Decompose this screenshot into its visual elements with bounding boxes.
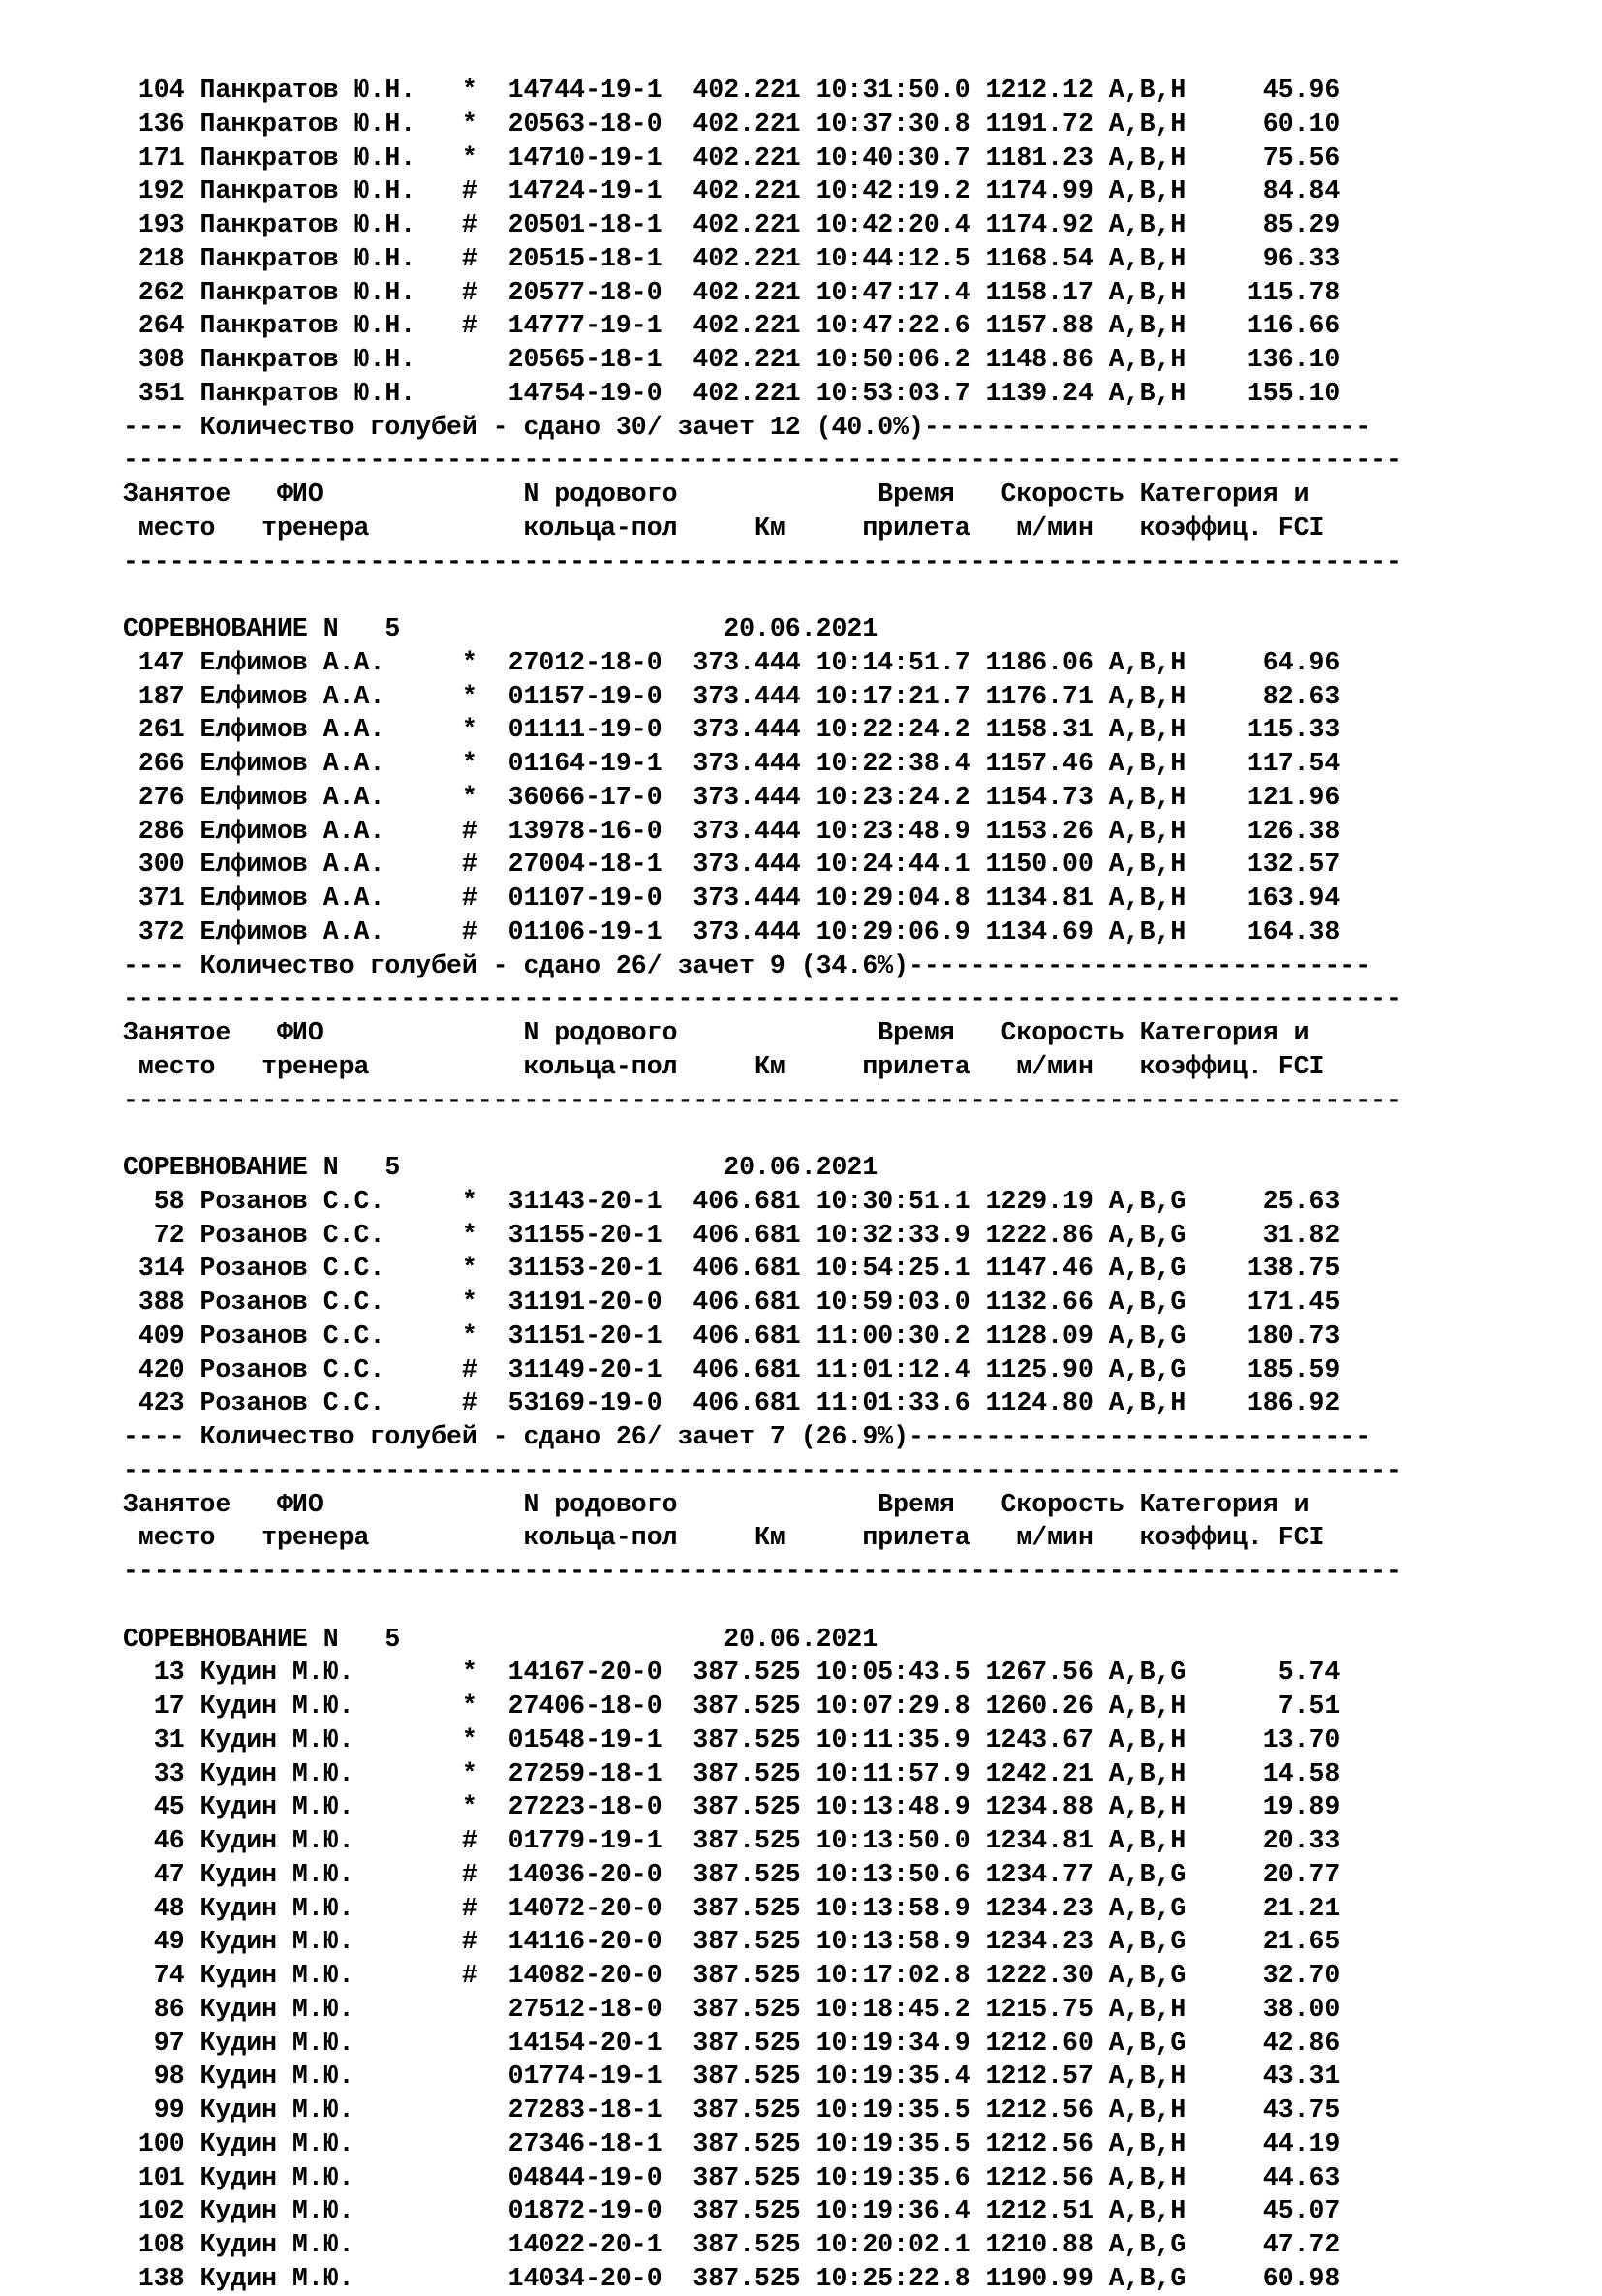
result-row: 314 Розанов С.С. * 31153-20-1 406.681 10:54:25.1 1147.46 A,B,G 138.75: [123, 1254, 1340, 1284]
result-row: 286 Елфимов А.А. # 13978-16-0 373.444 10:23:48.9 1153.26 A,B,H 126.38: [123, 816, 1340, 846]
summary-line: ---- Количество голубей - сдано 26/ зачет 7 (26.9%)------------------------------: [123, 1422, 1371, 1451]
result-row: 192 Панкратов Ю.Н. # 14724-19-1 402.221 10:42:19.2 1174.99 A,B,H 84.84: [123, 176, 1340, 206]
result-row: 351 Панкратов Ю.Н. 14754-19-0 402.221 10:53:03.7 1139.24 A,B,H 155.10: [123, 378, 1340, 408]
result-row: 138 Кудин М.Ю. 14034-20-0 387.525 10:25:22.8 1190.99 A,B,G 60.98: [123, 2263, 1340, 2293]
dash-line: -----------------------------------------------------------------------------------: [123, 1557, 1402, 1586]
result-row: 100 Кудин М.Ю. 27346-18-1 387.525 10:19:35.5 1212.56 A,B,H 44.19: [123, 2128, 1340, 2158]
result-row: 423 Розанов С.С. # 53169-19-0 406.681 11:01:33.6 1124.80 A,B,H 186.92: [123, 1388, 1340, 1418]
competition-line: СОРЕВНОВАНИЕ N 5 20.06.2021: [123, 614, 878, 643]
column-header-line-2: место тренера кольца-пол Км прилета м/мин коэффиц. FCI: [123, 1523, 1325, 1553]
result-row: 409 Розанов С.С. * 31151-20-1 406.681 11:00:30.2 1128.09 A,B,G 180.73: [123, 1320, 1340, 1350]
result-row: 74 Кудин М.Ю. # 14082-20-0 387.525 10:17:02.8 1222.30 A,B,G 32.70: [123, 1961, 1340, 1990]
result-row: 262 Панкратов Ю.Н. # 20577-18-0 402.221 10:47:17.4 1158.17 A,B,H 115.78: [123, 277, 1340, 307]
dash-line: -----------------------------------------------------------------------------------: [123, 446, 1402, 476]
result-row: 72 Розанов С.С. * 31155-20-1 406.681 10:32:33.9 1222.86 A,B,G 31.82: [123, 1220, 1340, 1250]
result-row: 266 Елфимов А.А. * 01164-19-1 373.444 10:22:38.4 1157.46 A,B,H 117.54: [123, 749, 1340, 778]
result-row: 108 Кудин М.Ю. 14022-20-1 387.525 10:20:02.1 1210.88 A,B,G 47.72: [123, 2230, 1340, 2259]
result-row: 136 Панкратов Ю.Н. * 20563-18-0 402.221 10:37:30.8 1191.72 A,B,H 60.10: [123, 109, 1340, 139]
result-row: 420 Розанов С.С. # 31149-20-1 406.681 11:01:12.4 1125.90 A,B,G 185.59: [123, 1354, 1340, 1384]
result-row: 187 Елфимов А.А. * 01157-19-0 373.444 10:17:21.7 1176.71 A,B,H 82.63: [123, 681, 1340, 711]
summary-line: ---- Количество голубей - сдано 30/ зачет 12 (40.0%)-----------------------------: [123, 412, 1371, 442]
result-row: 276 Елфимов А.А. * 36066-17-0 373.444 10:23:24.2 1154.73 A,B,H 121.96: [123, 782, 1340, 812]
result-row: 371 Елфимов А.А. # 01107-19-0 373.444 10:29:04.8 1134.81 A,B,H 163.94: [123, 884, 1340, 913]
result-row: 261 Елфимов А.А. * 01111-19-0 373.444 10:22:24.2 1158.31 A,B,H 115.33: [123, 715, 1340, 745]
result-row: 99 Кудин М.Ю. 27283-18-1 387.525 10:19:35.5 1212.56 A,B,H 43.75: [123, 2095, 1340, 2125]
result-row: 45 Кудин М.Ю. * 27223-18-0 387.525 10:13:48.9 1234.88 A,B,H 19.89: [123, 1792, 1340, 1822]
spacer: [123, 578, 1576, 612]
column-header-line-2: место тренера кольца-пол Км прилета м/мин коэффиц. FCI: [123, 1051, 1325, 1081]
result-row: 171 Панкратов Ю.Н. * 14710-19-1 402.221 10:40:30.7 1181.23 A,B,H 75.56: [123, 142, 1340, 172]
result-row: 13 Кудин М.Ю. * 14167-20-0 387.525 10:05:43.5 1267.56 A,B,G 5.74: [123, 1658, 1340, 1688]
result-row: 17 Кудин М.Ю. * 27406-18-0 387.525 10:07:29.8 1260.26 A,B,H 7.51: [123, 1691, 1340, 1721]
result-row: 98 Кудин М.Ю. 01774-19-1 387.525 10:19:35.4 1212.57 A,B,H 43.31: [123, 2062, 1340, 2092]
column-header-line-1: Занятое ФИО N родового Время Скорость Категория и: [123, 1489, 1309, 1519]
result-row: 300 Елфимов А.А. # 27004-18-1 373.444 10:24:44.1 1150.00 A,B,H 132.57: [123, 850, 1340, 880]
result-row: 308 Панкратов Ю.Н. 20565-18-1 402.221 10:50:06.2 1148.86 A,B,H 136.10: [123, 345, 1340, 374]
result-row: 48 Кудин М.Ю. # 14072-20-0 387.525 10:13:58.9 1234.23 A,B,G 21.21: [123, 1893, 1340, 1923]
result-row: 388 Розанов С.С. * 31191-20-0 406.681 10:59:03.0 1132.66 A,B,G 171.45: [123, 1288, 1340, 1317]
result-row: 86 Кудин М.Ю. 27512-18-0 387.525 10:18:45.2 1215.75 A,B,H 38.00: [123, 1994, 1340, 2024]
result-row: 46 Кудин М.Ю. # 01779-19-1 387.525 10:13:50.0 1234.81 A,B,H 20.33: [123, 1826, 1340, 1855]
result-row: 47 Кудин М.Ю. # 14036-20-0 387.525 10:13:50.6 1234.77 A,B,G 20.77: [123, 1859, 1340, 1889]
column-header-line-1: Занятое ФИО N родового Время Скорость Категория и: [123, 480, 1309, 509]
summary-line: ---- Количество голубей - сдано 26/ зачет 9 (34.6%)------------------------------: [123, 950, 1371, 980]
dash-line: -----------------------------------------------------------------------------------: [123, 1085, 1402, 1115]
result-row: 58 Розанов С.С. * 31143-20-1 406.681 10:30:51.1 1229.19 A,B,G 25.63: [123, 1186, 1340, 1216]
result-row: 33 Кудин М.Ю. * 27259-18-1 387.525 10:11:57.9 1242.21 A,B,H 14.58: [123, 1758, 1340, 1788]
result-row: 49 Кудин М.Ю. # 14116-20-0 387.525 10:13:58.9 1234.23 A,B,G 21.65: [123, 1927, 1340, 1957]
competition-line: СОРЕВНОВАНИЕ N 5 20.06.2021: [123, 1153, 878, 1182]
results-sheet: [123, 74, 1576, 2296]
dash-line: -----------------------------------------------------------------------------------: [123, 984, 1402, 1014]
result-row: 218 Панкратов Ю.Н. # 20515-18-1 402.221 10:44:12.5 1168.54 A,B,H 96.33: [123, 243, 1340, 273]
result-row: 104 Панкратов Ю.Н. * 14744-19-1 402.221 10:31:50.0 1212.12 A,B,H 45.96: [123, 76, 1340, 105]
result-row: 102 Кудин М.Ю. 01872-19-0 387.525 10:19:36.4 1212.51 A,B,H 45.07: [123, 2196, 1340, 2226]
spacer: [123, 1117, 1576, 1151]
competition-line: СОРЕВНОВАНИЕ N 5 20.06.2021: [123, 1624, 878, 1654]
result-row: 147 Елфимов А.А. * 27012-18-0 373.444 10:14:51.7 1186.06 A,B,H 64.96: [123, 647, 1340, 677]
column-header-line-1: Занятое ФИО N родового Время Скорость Категория и: [123, 1018, 1309, 1047]
result-row: 31 Кудин М.Ю. * 01548-19-1 387.525 10:11:35.9 1243.67 A,B,H 13.70: [123, 1724, 1340, 1754]
column-header-line-2: место тренера кольца-пол Км прилета м/мин коэффиц. FCI: [123, 512, 1325, 543]
dash-line: -----------------------------------------------------------------------------------: [123, 546, 1402, 576]
dash-line: -----------------------------------------------------------------------------------: [123, 1455, 1402, 1485]
result-row: 101 Кудин М.Ю. 04844-19-0 387.525 10:19:35.6 1212.56 A,B,H 44.63: [123, 2162, 1340, 2192]
result-row: 372 Елфимов А.А. # 01106-19-1 373.444 10:29:06.9 1134.69 A,B,H 164.38: [123, 916, 1340, 946]
result-row: 264 Панкратов Ю.Н. # 14777-19-1 402.221 10:47:22.6 1157.88 A,B,H 116.66: [123, 311, 1340, 341]
result-row: 97 Кудин М.Ю. 14154-20-1 387.525 10:19:34.9 1212.60 A,B,G 42.86: [123, 2028, 1340, 2058]
spacer: [123, 1589, 1576, 1623]
result-row: 193 Панкратов Ю.Н. # 20501-18-1 402.221 10:42:20.4 1174.92 A,B,H 85.29: [123, 210, 1340, 239]
